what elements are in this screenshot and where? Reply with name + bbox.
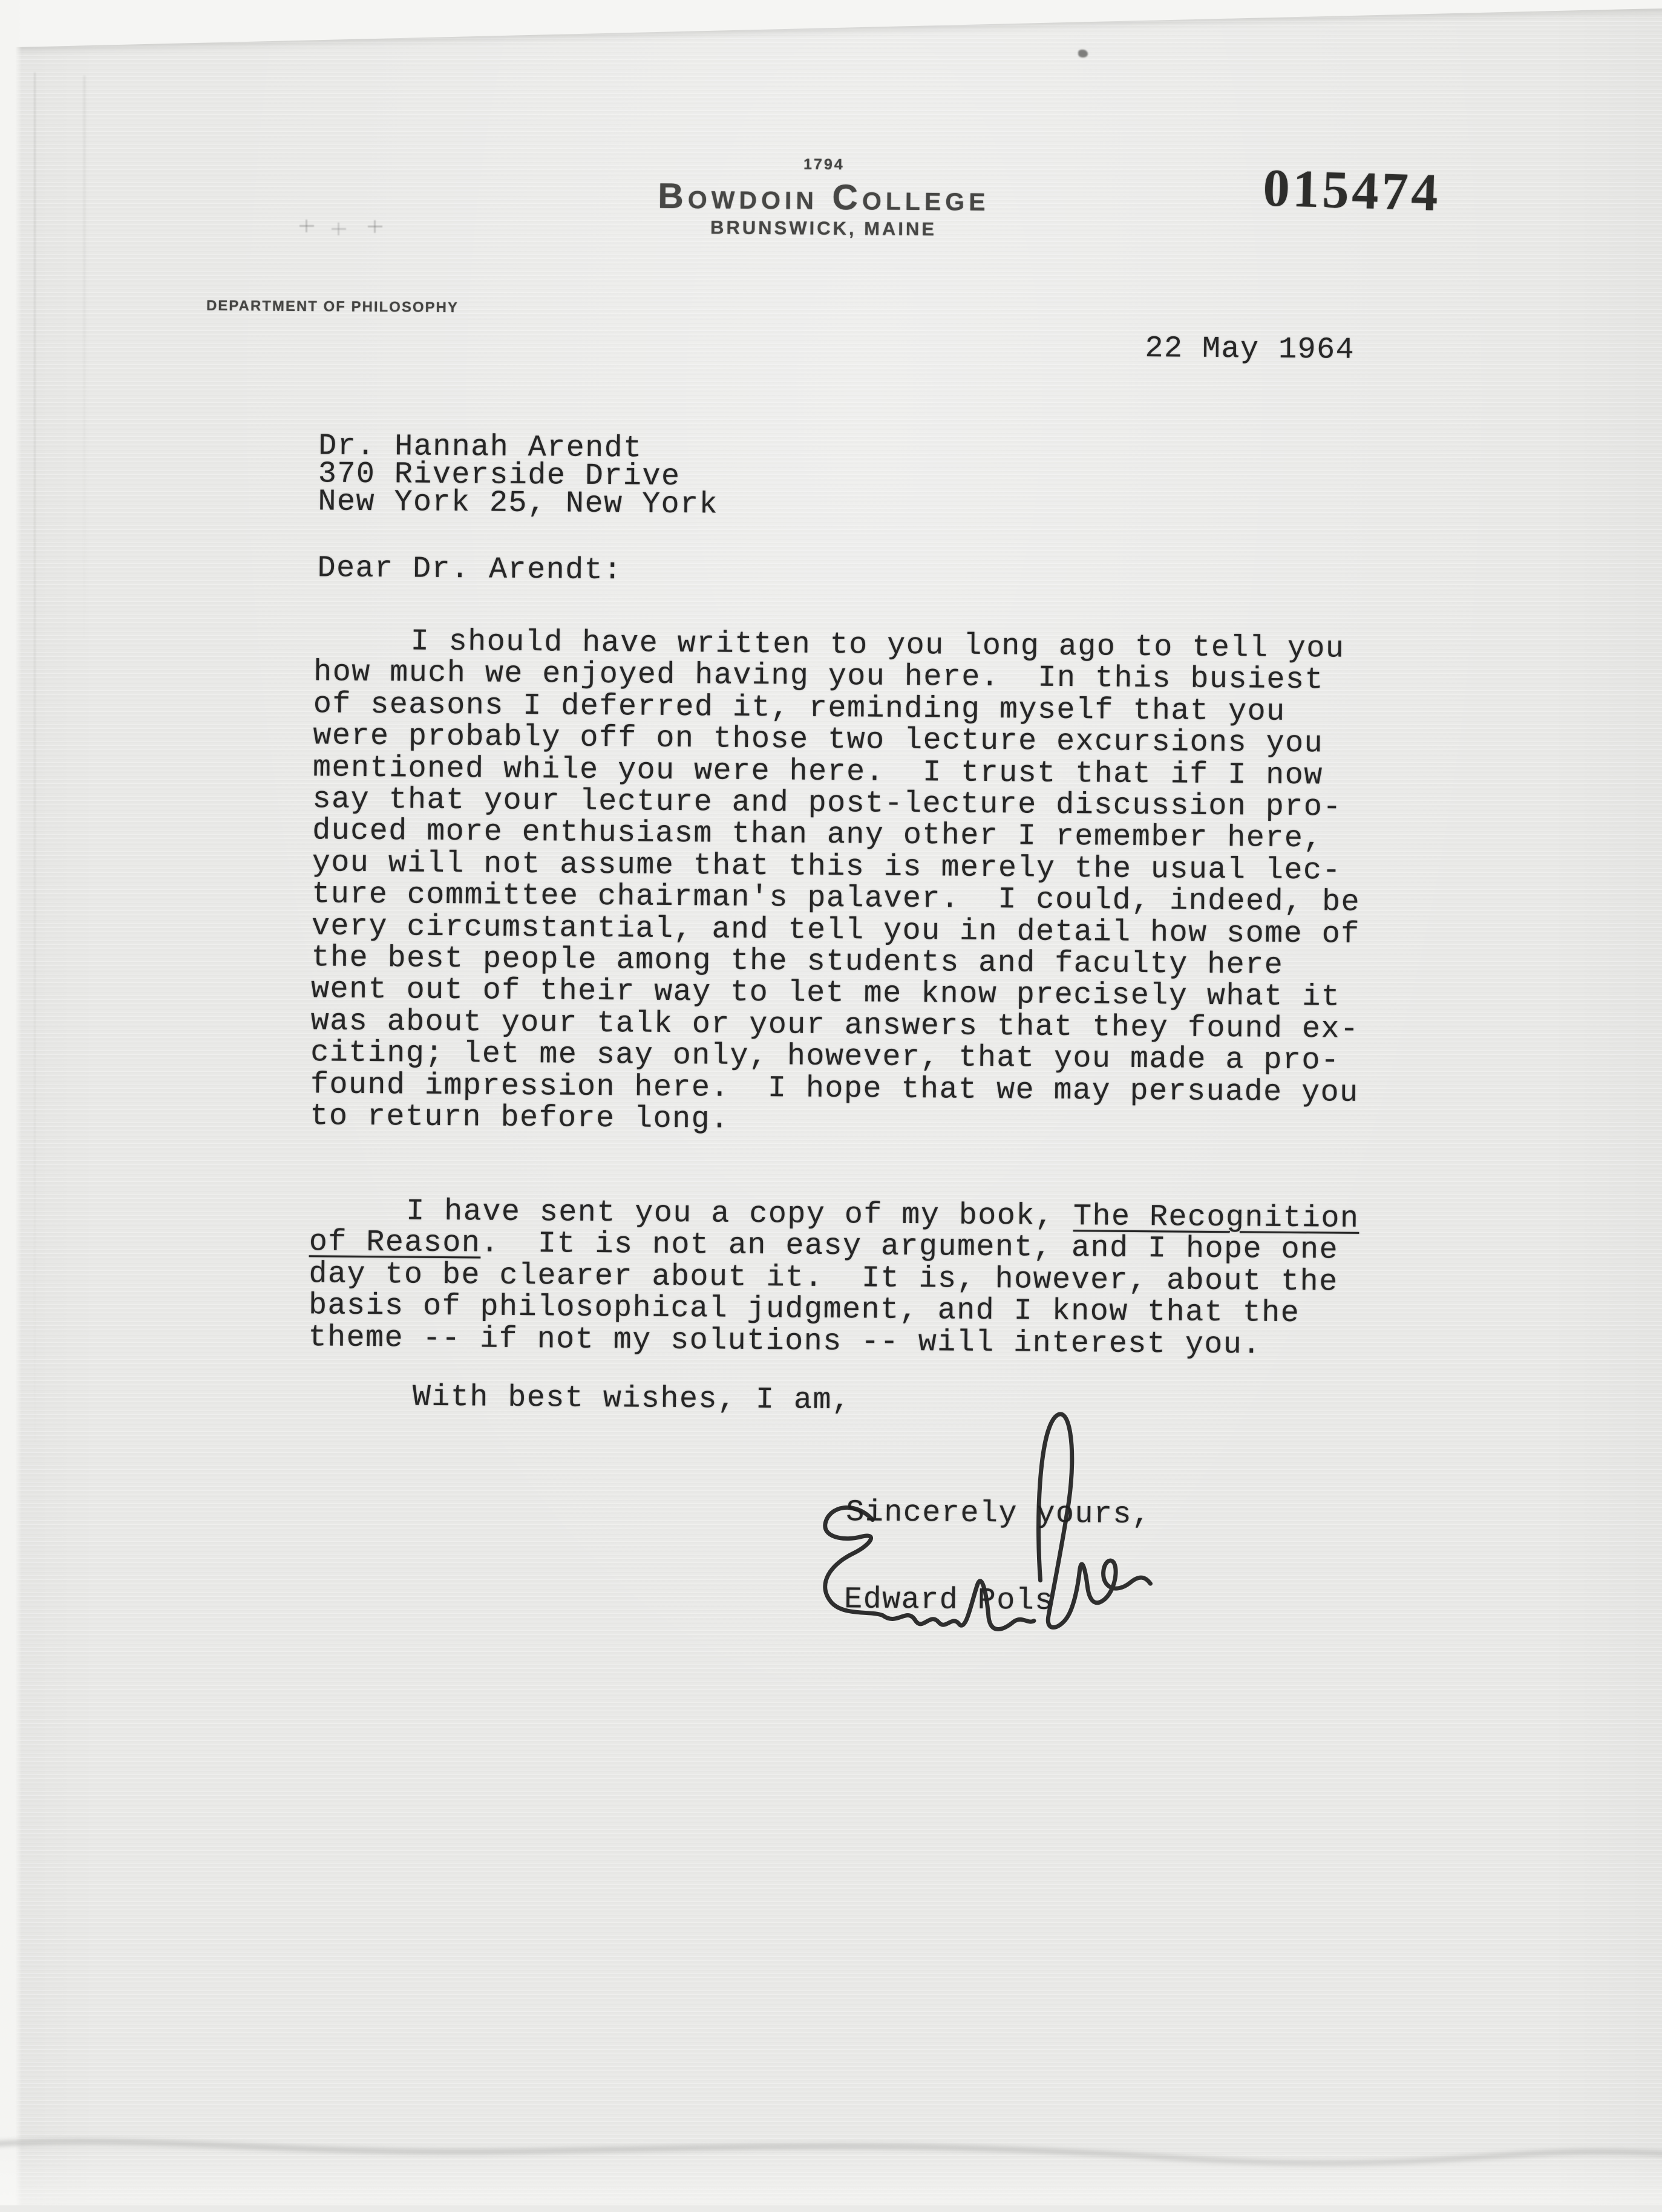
body-paragraph-1: [310, 625, 1362, 1141]
archive-stamp-number: 015474: [1262, 158, 1442, 223]
letterhead-location: BRUNSWICK, MAINE: [710, 217, 937, 240]
body-line: ture committee chairman's palaver. I could, indeed, be: [312, 877, 1361, 921]
sender-typed-name: Edward Pols: [844, 1582, 1055, 1619]
letter-date: 22 May 1964: [1145, 331, 1355, 368]
body-line: the best people among the students and faculty here: [311, 941, 1284, 983]
body-line: basis of philosophical judgment, and I know that the: [308, 1288, 1300, 1331]
recipient-address: [318, 429, 719, 523]
signoff: Sincerely yours,: [846, 1495, 1151, 1533]
body-text: I have sent you a copy of my book,: [406, 1194, 1074, 1235]
body-line: went out of their way to let me know precisely what it: [310, 972, 1341, 1016]
letterhead-year: 1794: [803, 155, 845, 174]
body-line: were probably off on those two lecture excursions you: [313, 719, 1324, 762]
book-title-underlined: The Recognition: [1073, 1199, 1359, 1236]
recipient-city: New York 25, New York: [318, 484, 719, 523]
recipient-name: Dr. Hannah Arendt: [318, 429, 643, 466]
body-text: . It is not an easy argument, and I hope one: [480, 1226, 1339, 1268]
book-title-underlined: of Reason: [309, 1225, 481, 1261]
body-line: theme -- if not my solutions -- will interest you.: [308, 1320, 1262, 1363]
body-line: of seasons I deferred it, reminding myself that you: [313, 687, 1286, 729]
letterhead-department: DEPARTMENT OF PHILOSOPHY: [206, 297, 459, 316]
recipient-street: 370 Riverside Drive: [318, 457, 681, 495]
body-line: say that your lecture and post-lecture discussion pro-: [312, 782, 1343, 825]
body-line: to return before long.: [310, 1099, 730, 1137]
letterhead-institution: Bowdoin College: [658, 175, 990, 219]
closing-line: With best wishes, I am,: [412, 1380, 851, 1418]
body-line: found impression here. I hope that we may persuade you: [310, 1067, 1359, 1111]
body-line: mentioned while you were here. I trust that if I now: [312, 750, 1323, 794]
body-line: citing; let me say only, however, that you made a pro-: [310, 1036, 1340, 1078]
body-line: how much we enjoyed having you here. In this busiest: [313, 655, 1324, 698]
body-line: duced more enthusiasm than any other I remember here,: [312, 814, 1323, 856]
body-line: was about your talk or your answers that they found ex-: [310, 1004, 1359, 1047]
body-line: day to be clearer about it. It is, however, about the: [309, 1257, 1338, 1300]
body-line: very circumstantial, and tell you in detail how some of: [311, 909, 1360, 952]
salutation: Dear Dr. Arendt:: [317, 551, 623, 589]
body-line: I should have written to you long ago to tell you: [410, 624, 1345, 667]
body-line: you will not assume that this is merely the usual lec-: [312, 846, 1342, 889]
